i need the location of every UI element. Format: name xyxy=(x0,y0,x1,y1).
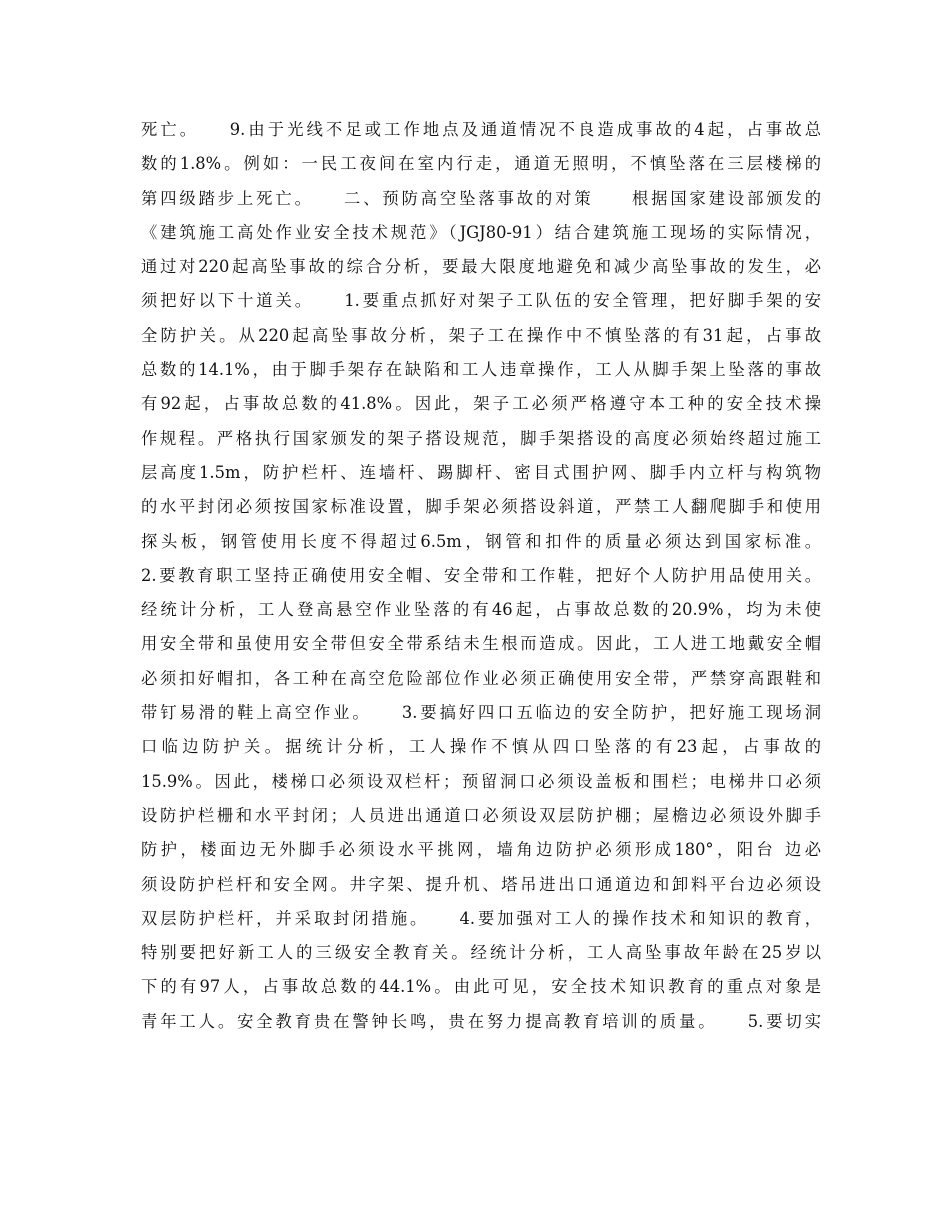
text-line: 必须扣好帽扣，各工种在高空危险部位作业必须正确使用安全带，严禁穿高跟鞋和 xyxy=(141,668,821,688)
text-line: 《建筑施工高处作业安全技术规范》（JGJ80-91）结合建筑施工现场的实际情况， xyxy=(141,222,821,242)
text-line: 2.要教育职工坚持正确使用安全帽、安全带和工作鞋，把好个人防护用品使用关。 xyxy=(141,565,821,585)
text-line: 经统计分析，工人登高悬空作业坠落的有46起，占事故总数的20.9%，均为未使 xyxy=(141,600,821,620)
text-line: 层高度1.5m，防护栏杆、连墙杆、踢脚杆、密目式围护网、脚手内立杆与构筑物 xyxy=(141,462,821,482)
text-line: 探头板，钢管使用长度不得超过6.5m，钢管和扣件的质量必须达到国家标准。 xyxy=(141,531,821,551)
text-line: 作规程。严格执行国家颁发的架子搭设规范，脚手架搭设的高度必须始终超过施工 xyxy=(141,428,821,448)
text-line: 防护，楼面边无外脚手必须设水平挑网，墙角边防护必须形成180°，阳台 边必 xyxy=(141,840,821,860)
text-line: 下的有97人，占事故总数的44.1%。由此可见，安全技术知识教育的重点对象是 xyxy=(141,977,821,997)
text-line: 第四级踏步上死亡。 二、预防高空坠落事故的对策 根据国家建设部颁发的 xyxy=(141,188,821,208)
text-line: 须设防护栏杆和安全网。井字架、提升机、塔吊进出口通道边和卸料平台边必须设 xyxy=(141,874,821,894)
text-line: 数的1.8%。例如：一民工夜间在室内行走，通道无照明，不慎坠落在三层楼梯的 xyxy=(141,154,821,174)
text-line: 设防护栏栅和水平封闭；人员进出通道口必须设双层防护棚；屋檐边必须设外脚手 xyxy=(141,805,821,825)
text-line: 特别要把好新工人的三级安全教育关。经统计分析，工人高坠事故年龄在25岁以 xyxy=(141,943,821,963)
text-line: 总数的14.1%，由于脚手架存在缺陷和工人违章操作，工人从脚手架上坠落的事故 xyxy=(141,360,821,380)
text-line: 有92起，占事故总数的41.8%。因此，架子工必须严格遵守本工种的安全技术操 xyxy=(141,394,821,414)
text-line: 双层防护栏杆，并采取封闭措施。 4.要加强对工人的操作技术和知识的教育， xyxy=(141,908,821,928)
text-line: 15.9%。因此，楼梯口必须设双栏杆；预留洞口必须设盖板和围栏；电梯井口必须 xyxy=(141,771,821,791)
text-line: 死亡。 9.由于光线不足或工作地点及通道情况不良造成事故的4起，占事故总 xyxy=(141,120,821,139)
text-line: 带钉易滑的鞋上高空作业。 3.要搞好四口五临边的安全防护，把好施工现场洞 xyxy=(141,703,821,723)
text-line: 的水平封闭必须按国家标准设置，脚手架必须搭设斜道，严禁工人翻爬脚手和使用 xyxy=(141,497,821,517)
text-line: 口临边防护关。据统计分析，工人操作不慎从四口坠落的有23起，占事故的 xyxy=(141,737,821,757)
text-line: 全防护关。从220起高坠事故分析，架子工在操作中不慎坠落的有31起，占事故 xyxy=(141,325,821,345)
text-line: 须把好以下十道关。 1.要重点抓好对架子工队伍的安全管理，把好脚手架的安 xyxy=(141,291,821,311)
body-text xyxy=(141,113,821,1039)
text-line: 青年工人。安全教育贵在警钟长鸣，贵在努力提高教育培训的质量。 5.要切实 xyxy=(141,1011,821,1031)
text-line: 通过对220起高坠事故的综合分析，要最大限度地避免和减少高坠事故的发生，必 xyxy=(141,257,821,277)
text-line: 用安全带和虽使用安全带但安全带系结未生根而造成。因此，工人进工地戴安全帽 xyxy=(141,634,821,654)
